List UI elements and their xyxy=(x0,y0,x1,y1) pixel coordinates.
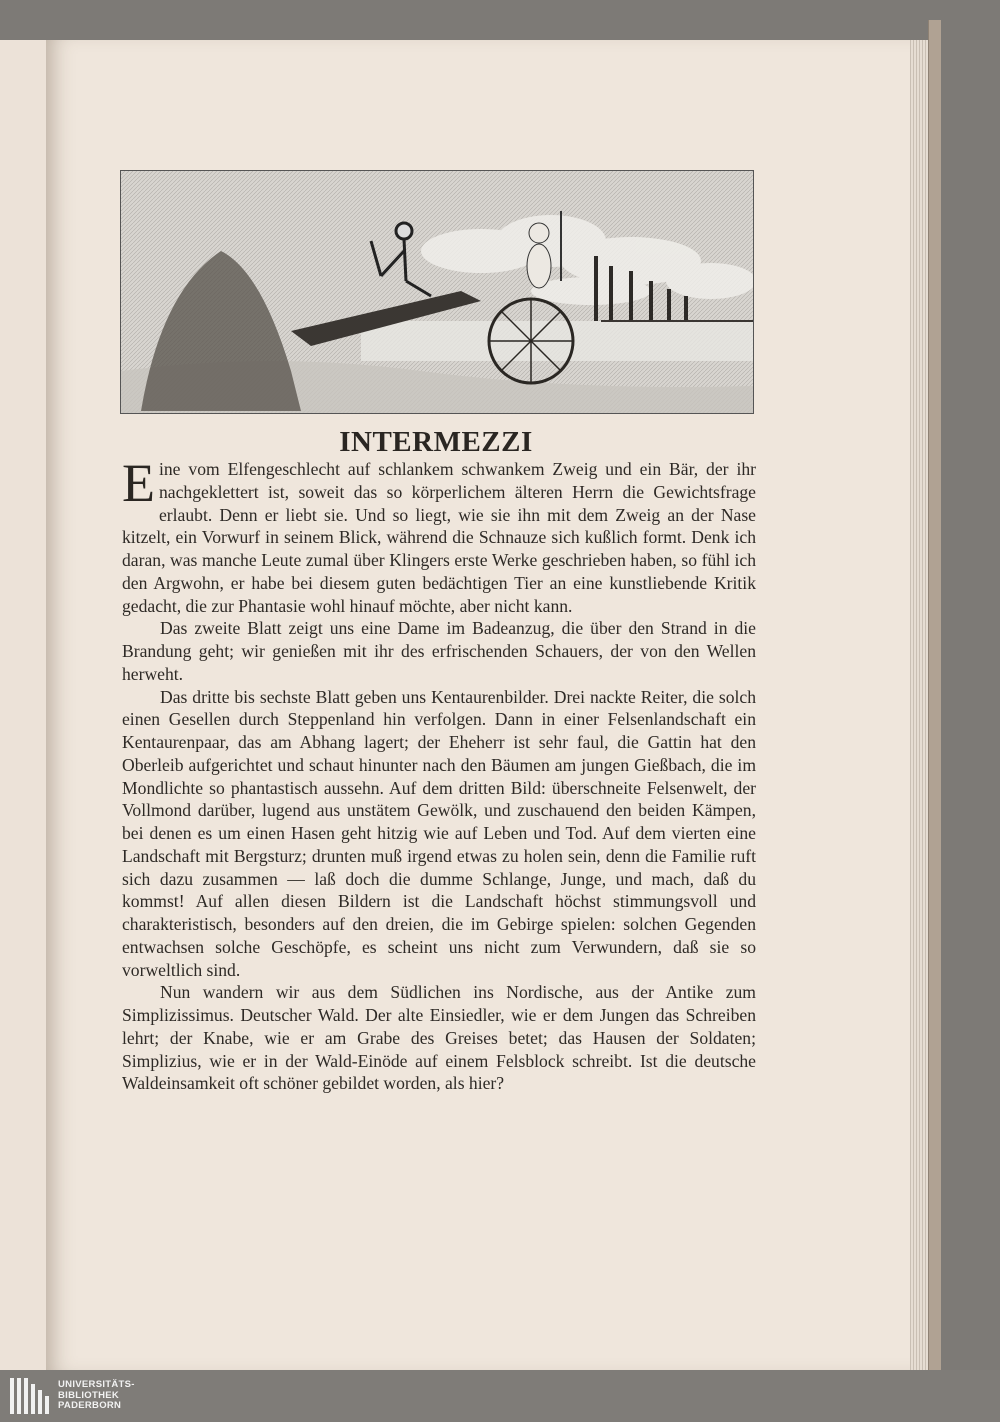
book-cover-edge xyxy=(928,20,941,1375)
drop-cap: E xyxy=(122,453,155,513)
scan-footer-bar xyxy=(0,1370,1000,1422)
logo-line-1: UNIVERSITÄTS- xyxy=(58,1379,135,1391)
article-body xyxy=(122,453,756,1095)
logo-line-3: PADERBORN xyxy=(58,1400,122,1412)
paragraph-1 xyxy=(122,453,756,617)
paragraph-2: Das zweite Blatt zeigt uns eine Dame im Badeanzug, die über den Strand in die Brandung geht; wir genießen mit ihr des erfrischenden Schauers, der von den Wellen herweht. xyxy=(122,618,756,684)
paragraph-1-text: ine vom Elfengeschlecht auf schlankem schwankem Zweig und ein Bär, der ihr nachgeklettert ist, soweit das so körperlichem älteren Herrn die Gewichtsfrage erlaubt. Denn er liebt sie. Und so liegt, wie sie ihn mit dem Zweig an der Nase kitzelt, ein Vorwurf in seinem Blick, während die Schnauze sich kußlich formt. Denk ich daran, was manche Leute zumal über Klingers erste Werke geschrieben haben, so fühl ich den Argwohn, er habe bei diesem guten bedächtigen Tier an eine kunstliebende Kritik gedacht, die zur Phantasie wohl hinauf möchte, aber nicht kann. xyxy=(122,459,756,616)
paragraph-4: Nun wandern wir aus dem Südlichen ins Nordische, aus der Antike zum Simplizissimus. Deutscher Wald. Der alte Einsiedler, wie er dem Jungen das Schreiben lehrt; der Knabe, wie er am Grabe des Greises betet; das Hausen der Soldaten; Simplizius, wie er in der Wald-Einöde auf einem Felsblock schreibt. Ist die deutsche Waldeinsamkeit oft schöner gebildet worden, als hier? xyxy=(122,982,756,1094)
paragraph-3: Das dritte bis sechste Blatt geben uns Kentaurenbilder. Drei nackte Reiter, die solch einen Gesellen durch Steppenland hin verfolgen. Dann in einer Felsenlandschaft ein Kentaurenpaar, das am Abhang lagert; der Eheherr ist sehr faul, die Gattin hat den Oberleib aufgerichtet und schaut hinunter nach den Bäumen am jungen Gießbach, die im Mondlichte so phantastisch aussehn. Auf dem dritten Bild: überschneite Felsenwelt, der Vollmond darüber, lugend aus unstätem Gewölk, und zuschauend den beiden Kämpen, bei denen es um einen Hasen geht hitzig wie auf Leben und Tod. Auf dem vierten eine Landschaft mit Bergsturz; drunten muß irgend etwas zu holen sein, denn die Familie ruft sich dazu zusammen — laß doch die dumme Schlange, Junge, und mach, daß du kommst! Auf allen diesen Bildern ist die Landschaft höchst stimmungsvoll und charakteristisch, besonders auf den dreien, die im Gebirge spielen: solchen Gegenden entwachsen solche Geschöpfe, es scheint uns nicht zum Verwundern, daß sie so vorweltlich sind. xyxy=(122,686,756,980)
logo-line-2: BIBLIOTHEK xyxy=(58,1389,120,1401)
illustration-vignette xyxy=(120,170,754,414)
library-logo xyxy=(8,1372,135,1420)
page-stack-edges xyxy=(908,40,928,1370)
article-title: INTERMEZZI xyxy=(339,426,533,458)
library-logo-icon xyxy=(8,1374,52,1418)
illustration-drawing xyxy=(121,171,753,413)
left-page-edge xyxy=(0,40,47,1370)
library-logo-text xyxy=(58,1380,135,1412)
